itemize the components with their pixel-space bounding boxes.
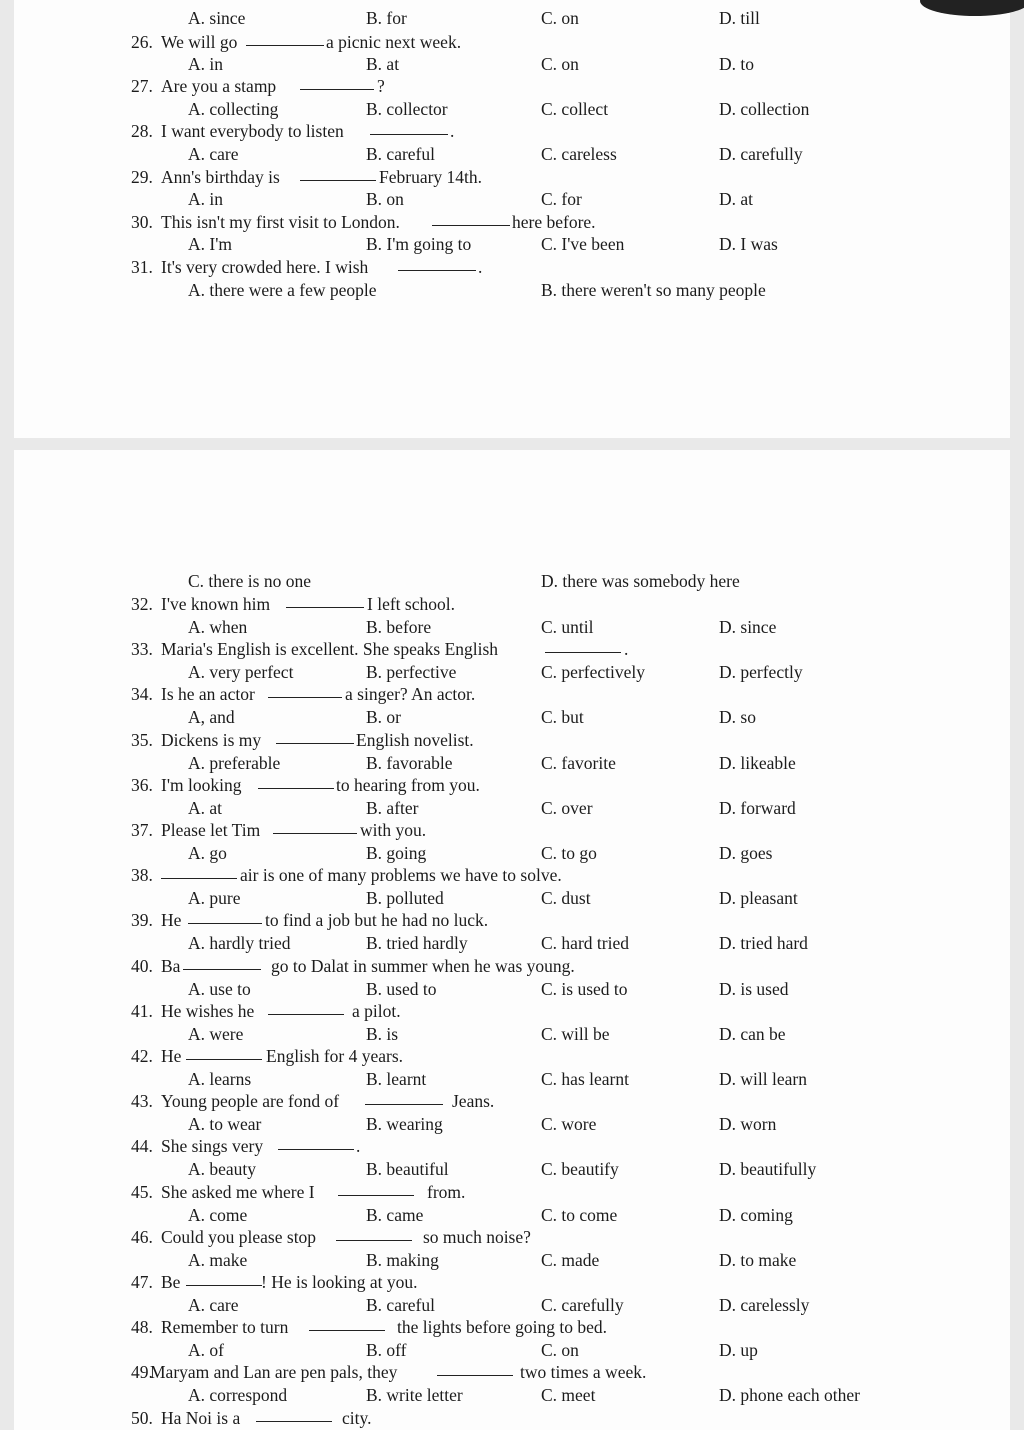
question-stem: Remember to turn (161, 1317, 289, 1337)
question-row (0, 1135, 1024, 1157)
answer-blank (338, 1181, 414, 1196)
question-number: 44. (131, 1136, 153, 1156)
question-31 (0, 256, 1024, 278)
question-row (0, 1407, 1024, 1429)
choice-b: B. going (366, 843, 427, 863)
question-stem: Are you a stamp (161, 76, 277, 96)
choice-a: A, and (188, 707, 235, 727)
choice-d: D. beautifully (719, 1159, 817, 1179)
answer-blank (268, 683, 342, 698)
question-stem-end: ? (377, 76, 385, 96)
choice-b: B. learnt (366, 1069, 427, 1089)
answer-blank (286, 593, 364, 608)
question-choices (0, 932, 1024, 954)
choice-d: D. will learn (719, 1069, 807, 1089)
question-25-choices (0, 7, 1024, 29)
question-number: 34. (131, 684, 153, 704)
question-row (0, 1271, 1024, 1293)
choice-c: C. to go (541, 843, 597, 863)
choice-a: A. care (188, 144, 239, 164)
question-number: 35. (131, 730, 153, 750)
question-stem: Could you please stop (161, 1227, 317, 1247)
question-number: 48. (131, 1317, 153, 1337)
answer-blank (437, 1361, 513, 1376)
question-26 (0, 31, 1024, 53)
question-stem: Is he an actor (161, 684, 255, 704)
choice-d: D. I was (719, 234, 778, 254)
choice-c: C. meet (541, 1385, 596, 1405)
choice-b: B. on (366, 189, 404, 209)
question-stem: It's very crowded here. I wish (161, 257, 369, 277)
choice-b: B. at (366, 54, 400, 74)
choice-c: C. wore (541, 1114, 597, 1134)
question-stem: Young people are fond of (161, 1091, 340, 1111)
question-stem-end: February 14th. (379, 167, 483, 187)
choice-d: D. so (719, 707, 756, 727)
question-row (0, 774, 1024, 796)
question-29 (0, 166, 1024, 188)
choice-c: C. over (541, 798, 593, 818)
answer-blank (161, 864, 237, 879)
choice-b: B. for (366, 8, 407, 28)
choice-b: B. collector (366, 99, 448, 119)
choice-d: D. to make (719, 1250, 797, 1270)
choice-d: D. at (719, 189, 754, 209)
question-number: 27. (131, 76, 153, 96)
question-number: 32. (131, 594, 153, 614)
question-row (0, 1090, 1024, 1112)
choice-c: C. perfectively (541, 662, 645, 682)
question-row (0, 593, 1024, 615)
question-stem-end: a picnic next week. (326, 32, 462, 52)
choice-d: D. to (719, 54, 754, 74)
choice-a: A. hardly tried (188, 933, 291, 953)
question-number: 49. (131, 1362, 153, 1382)
question-number: 30. (131, 212, 153, 232)
question-number: 29. (131, 167, 153, 187)
question-row (0, 1226, 1024, 1248)
choice-d: D. worn (719, 1114, 777, 1134)
question-stem-end: city. (342, 1408, 372, 1428)
question-number: 46. (131, 1227, 153, 1247)
question-choices (0, 616, 1024, 638)
choice-b: B. after (366, 798, 419, 818)
choice-d: D. goes (719, 843, 773, 863)
answer-blank (398, 256, 476, 271)
answer-blank (300, 166, 376, 181)
choice-a: A. in (188, 189, 223, 209)
question-choices (0, 887, 1024, 909)
question-number: 36. (131, 775, 153, 795)
question-stem: She sings very (161, 1136, 264, 1156)
choice-c: C. for (541, 189, 582, 209)
question-stem-end: a pilot. (352, 1001, 401, 1021)
question-number: 26. (131, 32, 153, 52)
question-choices (0, 1339, 1024, 1361)
choice-d: D. since (719, 617, 777, 637)
choice-b: B. or (366, 707, 401, 727)
choice-c: C. to come (541, 1205, 618, 1225)
question-27-choices (0, 98, 1024, 120)
question-stem-end: . (478, 257, 483, 277)
question-number: 39. (131, 910, 153, 930)
question-31-choices-continued (0, 570, 1024, 592)
question-choices (0, 1158, 1024, 1180)
choice-b: B. is (366, 1024, 399, 1044)
choice-a: A. in (188, 54, 223, 74)
question-30 (0, 211, 1024, 233)
choice-b: B. tried hardly (366, 933, 468, 953)
choice-c: C. careless (541, 144, 617, 164)
choice-c: C. beautify (541, 1159, 619, 1179)
choice-a: A. were (188, 1024, 244, 1044)
question-row (0, 819, 1024, 841)
question-stem-end: to hearing from you. (336, 775, 480, 795)
choice-c: C. until (541, 617, 594, 637)
choice-d: D. pleasant (719, 888, 798, 908)
choice-d: D. is used (719, 979, 789, 999)
question-choices (0, 842, 1024, 864)
question-stem: Maryam and Lan are pen pals, they (150, 1362, 398, 1382)
choice-b: B. I'm going to (366, 234, 472, 254)
answer-blank (336, 1226, 412, 1241)
question-row (0, 1181, 1024, 1203)
question-stem: This isn't my first visit to London. (161, 212, 400, 232)
question-number: 33. (131, 639, 153, 659)
question-row (0, 1000, 1024, 1022)
question-29-choices (0, 188, 1024, 210)
question-stem: Ha Noi is a (161, 1408, 241, 1428)
choice-c: C. made (541, 1250, 600, 1270)
answer-blank (183, 955, 261, 970)
question-28 (0, 120, 1024, 142)
question-stem-end: the lights before going to bed. (397, 1317, 607, 1337)
answer-blank (309, 1316, 385, 1331)
choice-a: A. learns (188, 1069, 252, 1089)
answer-blank (273, 819, 357, 834)
question-row (0, 909, 1024, 931)
choice-b: B. there weren't so many people (541, 280, 766, 300)
choice-a: A. I'm (188, 234, 232, 254)
answer-blank (246, 31, 324, 46)
choice-d: D. perfectly (719, 662, 803, 682)
choice-b: B. making (366, 1250, 439, 1270)
question-stem-end: a singer? An actor. (345, 684, 476, 704)
choice-c: C. has learnt (541, 1069, 629, 1089)
choice-a: A. collecting (188, 99, 279, 119)
question-stem: Ann's birthday is (161, 167, 280, 187)
question-choices (0, 706, 1024, 728)
choice-b: B. polluted (366, 888, 444, 908)
question-stem-end: air is one of many problems we have to solve. (240, 865, 562, 885)
choice-a: A. make (188, 1250, 248, 1270)
question-row (0, 729, 1024, 751)
choice-b: B. favorable (366, 753, 453, 773)
choice-a: A. pure (188, 888, 241, 908)
question-row (0, 1361, 1024, 1383)
choice-d: D. coming (719, 1205, 793, 1225)
choice-a: A. come (188, 1205, 248, 1225)
choice-d: D. carefully (719, 144, 803, 164)
choice-a: A. very perfect (188, 662, 294, 682)
question-choices (0, 1023, 1024, 1045)
question-number: 43. (131, 1091, 153, 1111)
choice-b: B. beautiful (366, 1159, 449, 1179)
choice-d: D. collection (719, 99, 810, 119)
choice-d: D. carelessly (719, 1295, 810, 1315)
choice-d: D. there was somebody here (541, 571, 740, 591)
choice-c: C. favorite (541, 753, 616, 773)
answer-blank (365, 1090, 443, 1105)
question-stem-end: to find a job but he had no luck. (265, 910, 489, 930)
question-stem-end: ! He is looking at you. (261, 1272, 418, 1292)
question-stem-end: English novelist. (356, 730, 474, 750)
question-choices (0, 978, 1024, 1000)
answer-blank (370, 120, 448, 135)
question-31-choices (0, 279, 1024, 301)
question-stem: Ba (161, 956, 181, 976)
choice-d: D. tried hard (719, 933, 808, 953)
choice-a: A. use to (188, 979, 251, 999)
question-row (0, 955, 1024, 977)
choice-d: D. can be (719, 1024, 786, 1044)
choice-b: B. came (366, 1205, 424, 1225)
choice-a: A. since (188, 8, 246, 28)
question-stem: He wishes he (161, 1001, 255, 1021)
choice-b: B. perfective (366, 662, 457, 682)
choice-b: B. write letter (366, 1385, 463, 1405)
question-stem-end: I left school. (367, 594, 455, 614)
choice-c: C. on (541, 8, 579, 28)
question-choices (0, 797, 1024, 819)
answer-blank (268, 1000, 344, 1015)
choice-c: C. I've been (541, 234, 625, 254)
question-stem-end: . (624, 639, 629, 659)
question-30-choices (0, 233, 1024, 255)
choice-c: C. but (541, 707, 584, 727)
question-choices (0, 1294, 1024, 1316)
question-number: 41. (131, 1001, 153, 1021)
choice-a: A. when (188, 617, 248, 637)
question-stem-end: Jeans. (452, 1091, 495, 1111)
question-stem: She asked me where I (161, 1182, 315, 1202)
question-row (0, 683, 1024, 705)
question-stem: Maria's English is excellent. She speaks English (161, 639, 499, 659)
question-stem-end: from. (427, 1182, 466, 1202)
choice-c: C. carefully (541, 1295, 624, 1315)
question-stem: I'm looking (161, 775, 242, 795)
question-stem: Be (161, 1272, 181, 1292)
choice-d: D. forward (719, 798, 796, 818)
question-choices (0, 1113, 1024, 1135)
question-stem-end: two times a week. (520, 1362, 647, 1382)
choice-d: D. till (719, 8, 760, 28)
choice-c: C. dust (541, 888, 591, 908)
choice-b: B. used to (366, 979, 437, 999)
choice-d: D. up (719, 1340, 758, 1360)
choice-a: A. preferable (188, 753, 281, 773)
choice-d: D. likeable (719, 753, 796, 773)
choice-a: A. at (188, 798, 223, 818)
question-row (0, 1316, 1024, 1338)
choice-d: D. phone each other (719, 1385, 860, 1405)
question-stem: He (161, 1046, 182, 1066)
choice-a: A. to wear (188, 1114, 262, 1134)
answer-blank (186, 1271, 262, 1286)
question-stem: I've known him (161, 594, 271, 614)
answer-blank (276, 729, 354, 744)
question-number: 38. (131, 865, 153, 885)
question-choices (0, 1249, 1024, 1271)
question-number: 50. (131, 1408, 153, 1428)
choice-c: C. there is no one (188, 571, 311, 591)
question-choices (0, 1384, 1024, 1406)
answer-blank (186, 1045, 262, 1060)
question-stem-end: with you. (360, 820, 427, 840)
answer-blank (278, 1135, 354, 1150)
question-stem-end: here before. (512, 212, 596, 232)
answer-blank (256, 1407, 332, 1422)
answer-blank (188, 909, 262, 924)
question-choices (0, 752, 1024, 774)
answer-blank (258, 774, 334, 789)
choice-a: A. correspond (188, 1385, 288, 1405)
choice-a: A. of (188, 1340, 224, 1360)
question-number: 47. (131, 1272, 153, 1292)
question-number: 37. (131, 820, 153, 840)
question-choices (0, 661, 1024, 683)
answer-blank (545, 638, 621, 653)
question-stem: He (161, 910, 182, 930)
question-number: 28. (131, 121, 153, 141)
question-stem-end: so much noise? (423, 1227, 531, 1247)
question-number: 42. (131, 1046, 153, 1066)
choice-c: C. on (541, 1340, 579, 1360)
question-number: 45. (131, 1182, 153, 1202)
question-stem-end: go to Dalat in summer when he was young. (271, 956, 575, 976)
choice-a: A. beauty (188, 1159, 257, 1179)
question-row (0, 1045, 1024, 1067)
question-28-choices (0, 143, 1024, 165)
question-27 (0, 75, 1024, 97)
choice-a: A. there were a few people (188, 280, 377, 300)
choice-c: C. is used to (541, 979, 628, 999)
choice-c: C. on (541, 54, 579, 74)
question-row (0, 864, 1024, 886)
answer-blank (300, 75, 374, 90)
question-stem: Dickens is my (161, 730, 262, 750)
question-number: 31. (131, 257, 153, 277)
choice-c: C. hard tried (541, 933, 629, 953)
question-stem: Please let Tim (161, 820, 261, 840)
question-stem-end: . (356, 1136, 361, 1156)
question-choices (0, 1204, 1024, 1226)
question-stem-end: English for 4 years. (266, 1046, 404, 1066)
question-26-choices (0, 53, 1024, 75)
question-stem: We will go (161, 32, 238, 52)
answer-blank (432, 211, 510, 226)
choice-b: B. careful (366, 144, 435, 164)
question-choices (0, 1068, 1024, 1090)
choice-b: B. careful (366, 1295, 435, 1315)
choice-a: A. care (188, 1295, 239, 1315)
choice-b: B. before (366, 617, 432, 637)
choice-b: B. wearing (366, 1114, 443, 1134)
choice-b: B. off (366, 1340, 407, 1360)
choice-a: A. go (188, 843, 227, 863)
question-row (0, 638, 1024, 660)
choice-c: C. will be (541, 1024, 610, 1044)
choice-c: C. collect (541, 99, 609, 119)
question-number: 40. (131, 956, 153, 976)
question-stem: I want everybody to listen (161, 121, 344, 141)
question-stem-end: . (450, 121, 455, 141)
